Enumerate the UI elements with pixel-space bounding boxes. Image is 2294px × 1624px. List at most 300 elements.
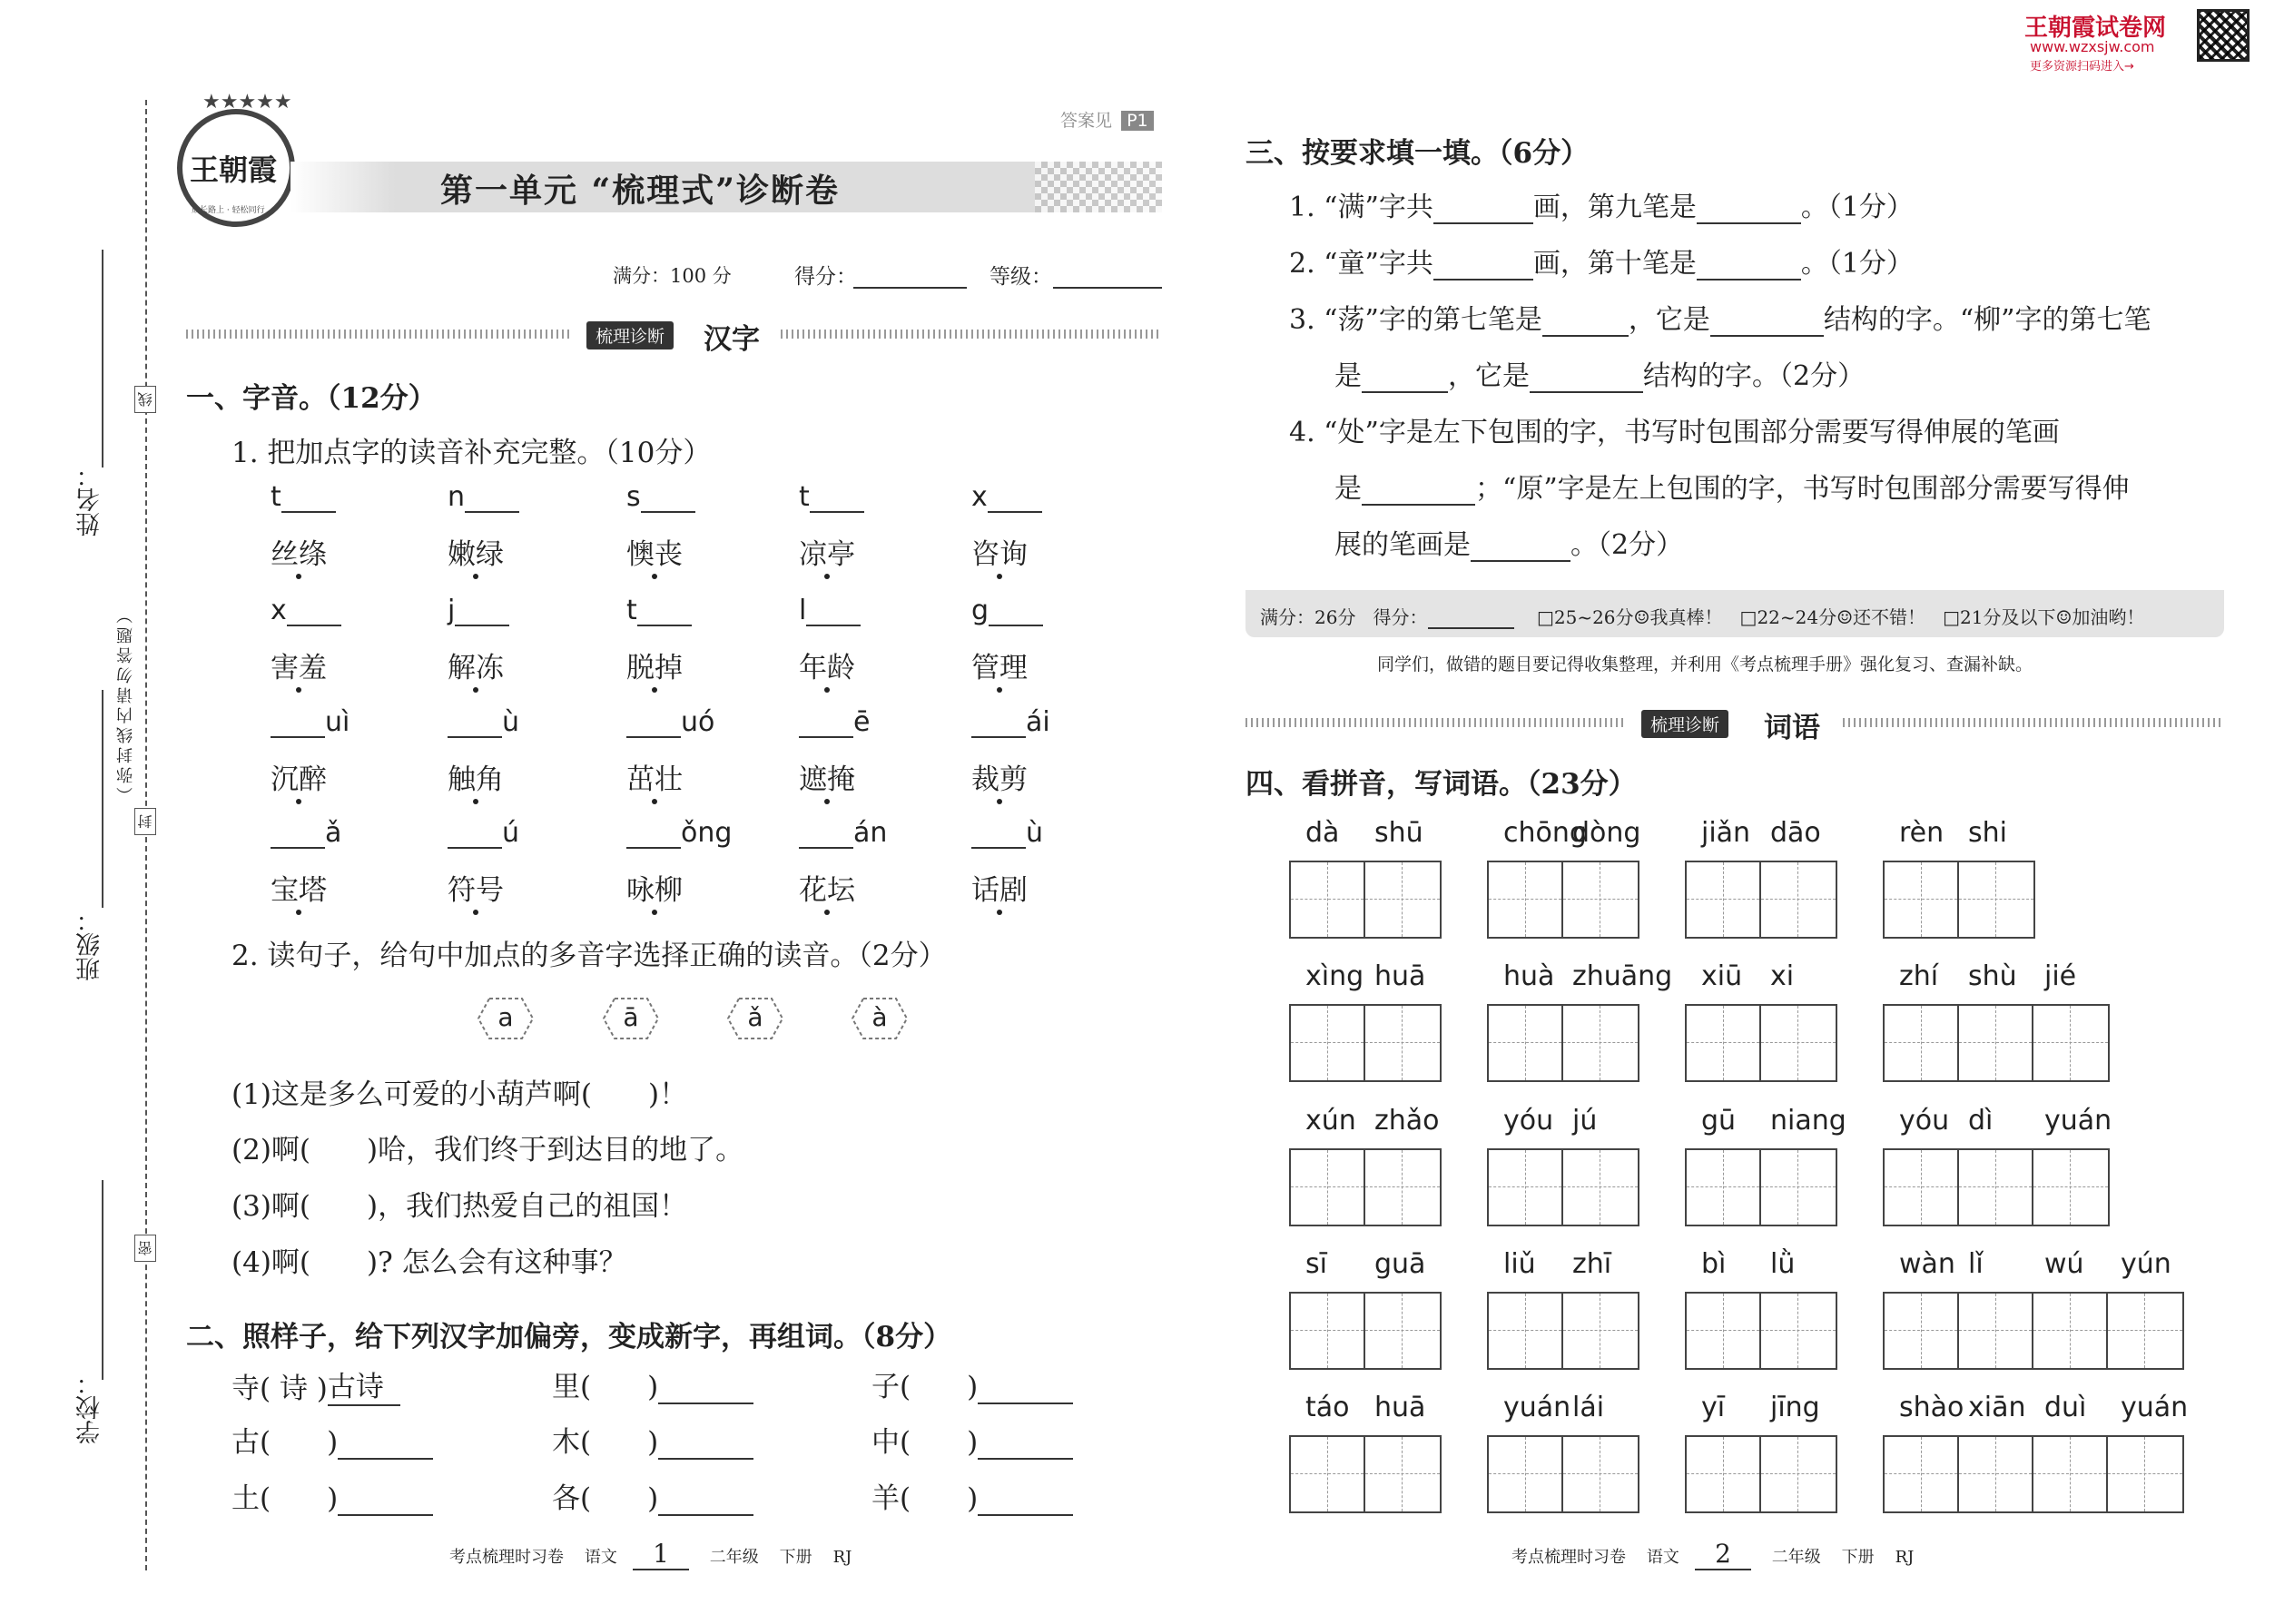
- option-label: ǎ: [747, 1002, 763, 1032]
- grid-cell[interactable]: [2033, 1006, 2108, 1080]
- q3-text: ，它是: [1628, 304, 1710, 336]
- grid-cell[interactable]: [1489, 1006, 1563, 1080]
- q2-word-input[interactable]: [338, 1487, 433, 1516]
- q3-blank[interactable]: [1433, 251, 1533, 281]
- pinyin-blank: [626, 706, 714, 738]
- grid-cell[interactable]: [1365, 1150, 1440, 1225]
- word-text: 宝塔: [271, 867, 327, 908]
- pinyin-syllable: rèn: [1899, 817, 1944, 849]
- brand-url[interactable]: www.wzxsjw.com: [2030, 38, 2155, 55]
- pinyin-part: ù: [1026, 817, 1044, 849]
- q2-item: 古( ): [231, 1419, 433, 1460]
- writing-grid[interactable]: [1883, 1292, 2184, 1370]
- word-text: 花坛: [799, 867, 855, 908]
- word: [626, 531, 683, 572]
- grid-cell[interactable]: [1885, 1437, 1959, 1511]
- pinyin-syllable: xi: [1770, 960, 1795, 992]
- pinyin-part: t: [799, 481, 810, 513]
- q3-blank[interactable]: [1362, 364, 1448, 393]
- pinyin-input[interactable]: [287, 597, 341, 626]
- grid-cell[interactable]: [2033, 1150, 2108, 1225]
- pinyin-syllable: jú: [1572, 1105, 1598, 1137]
- pinyin-syllable: táo: [1305, 1392, 1350, 1423]
- writing-grid[interactable]: [1487, 1292, 1639, 1370]
- grid-cell[interactable]: [1291, 862, 1365, 937]
- grid-cell[interactable]: [1959, 1437, 2033, 1511]
- option-label: a: [497, 1002, 514, 1032]
- pinyin-syllable: jīng: [1770, 1392, 1820, 1423]
- pinyin-part: án: [853, 817, 888, 849]
- footer-right: [1511, 1539, 1914, 1569]
- q2-example: 寺( 诗 )古诗: [231, 1363, 400, 1406]
- q2-word-input[interactable]: [658, 1431, 753, 1460]
- word-text: 符号: [448, 867, 504, 908]
- footer-grade: 二年级: [709, 1548, 759, 1567]
- grid-cell[interactable]: [1885, 1294, 1959, 1368]
- grid-cell[interactable]: [1365, 1294, 1440, 1368]
- footer-page-num: 2: [1695, 1539, 1751, 1570]
- sentence: (3)啊( )，我们热爱自己的祖国！: [231, 1190, 688, 1223]
- writing-grid[interactable]: [1289, 1148, 1442, 1226]
- q3-text: 。（1分）: [1800, 248, 1914, 280]
- word: [971, 756, 1028, 797]
- pinyin-syllable: shù: [1968, 960, 2017, 992]
- grid-cell[interactable]: [1489, 862, 1563, 937]
- pinyin-input[interactable]: [988, 484, 1042, 513]
- pinyin-part: g: [971, 595, 989, 626]
- pinyin-syllable: yuán: [2044, 1105, 2112, 1137]
- pinyin-input[interactable]: [455, 597, 509, 626]
- q3-text: 结构的字。“柳”字的第七笔: [1823, 304, 2151, 336]
- word-text: 害羞: [271, 645, 327, 685]
- seal-warning: （弥封线内请勿答题）: [116, 604, 135, 803]
- grid-cell[interactable]: [1959, 1006, 2033, 1080]
- q2-item: 土( ): [231, 1475, 433, 1516]
- pinyin-input[interactable]: [971, 709, 1026, 738]
- section-label: 汉字: [704, 323, 760, 356]
- writing-grid[interactable]: [1487, 861, 1639, 939]
- word: [799, 756, 855, 797]
- writing-grid[interactable]: [1883, 861, 2035, 939]
- footer-ed: RJ: [1895, 1548, 1915, 1567]
- answer-ref[interactable]: [1060, 107, 1154, 132]
- grid-cell[interactable]: [1687, 1150, 1761, 1225]
- pinyin-part: uì: [325, 706, 350, 738]
- q2-char: 羊: [871, 1482, 900, 1515]
- name-line: [102, 250, 103, 468]
- q3-title: 三、按要求填一填。（6分）: [1245, 137, 1590, 170]
- pinyin-part: x: [271, 595, 287, 626]
- grid-cell[interactable]: [1761, 862, 1836, 937]
- q3-text: 1. “满”字共: [1289, 192, 1433, 223]
- class-label: 班级：: [76, 908, 104, 981]
- pinyin-input[interactable]: [799, 709, 853, 738]
- sb-r1[interactable]: □25~26分: [1536, 606, 1634, 628]
- pinyin-input[interactable]: [799, 820, 853, 849]
- pinyin-input[interactable]: [626, 820, 681, 849]
- q2-word-input[interactable]: [978, 1431, 1073, 1460]
- pinyin-syllable: shào: [1899, 1392, 1964, 1423]
- pinyin-part: t: [271, 481, 281, 513]
- grid-cell[interactable]: [1489, 1150, 1563, 1225]
- pinyin-syllable: gū: [1701, 1105, 1737, 1137]
- pinyin-blank: [799, 817, 887, 849]
- pinyin-syllable: huā: [1374, 960, 1426, 992]
- q3-line: [1289, 241, 1914, 281]
- sb-r3[interactable]: □21分及以下: [1943, 606, 2056, 628]
- word-text: 解冻: [448, 645, 504, 685]
- grid-cell[interactable]: [1885, 1150, 1959, 1225]
- word-text: 嫩绿: [448, 531, 504, 572]
- word-text: 丝绦: [271, 531, 327, 572]
- pinyin-syllable: yóu: [1899, 1105, 1950, 1137]
- q1-title: 一、字音。（12分）: [186, 382, 437, 415]
- q3-text: 。（2分）: [1570, 529, 1684, 561]
- pinyin-input[interactable]: [448, 820, 502, 849]
- pinyin-syllable: jiǎn: [1701, 817, 1751, 849]
- smile-icon: ☺: [2055, 606, 2072, 628]
- grid-cell[interactable]: [1959, 1150, 2033, 1225]
- q3-text: ；“原”字是左上包围的字，书写时包围部分需要写得伸: [1475, 473, 2130, 505]
- footer-subject: 语文: [1646, 1548, 1679, 1567]
- section-bar-right: [781, 330, 1162, 339]
- grid-cell[interactable]: [1761, 1150, 1836, 1225]
- footer-grade: 二年级: [1771, 1548, 1821, 1567]
- pinyin-syllable: dāo: [1770, 817, 1821, 849]
- pinyin-syllable: duì: [2044, 1392, 2087, 1423]
- q3-text: 3. “荡”字的第七笔是: [1289, 304, 1542, 336]
- grade-field[interactable]: [1053, 287, 1162, 289]
- class-line: [102, 690, 103, 908]
- q2-new-char: 诗: [279, 1373, 308, 1405]
- writing-grid[interactable]: [1289, 861, 1442, 939]
- word-text: 管理: [971, 645, 1028, 685]
- pinyin-input[interactable]: [281, 484, 336, 513]
- pinyin-input[interactable]: [448, 709, 502, 738]
- pinyin-blank: [271, 706, 350, 738]
- pinyin-part: t: [626, 595, 637, 626]
- q3-text: 是: [1334, 360, 1362, 392]
- option-chip[interactable]: [851, 997, 909, 1040]
- footer-ed: RJ: [832, 1548, 852, 1567]
- pinyin-blank: [271, 595, 341, 626]
- seal-mark-line: 线: [134, 386, 156, 413]
- pinyin-blank: [626, 595, 692, 626]
- answer-ref-label: 答案见: [1060, 111, 1113, 131]
- q3-text: 展的笔画是: [1334, 529, 1471, 561]
- word: [271, 756, 327, 797]
- q3-blank[interactable]: [1710, 308, 1824, 337]
- pinyin-blank: [971, 595, 1043, 626]
- grid-cell[interactable]: [1959, 862, 2033, 937]
- brand-tagline: 更多资源扫码进入→: [2030, 60, 2134, 74]
- word: [448, 867, 504, 908]
- binding-line: [145, 100, 147, 1570]
- pinyin-input[interactable]: [971, 820, 1026, 849]
- grid-cell[interactable]: [1761, 1437, 1836, 1511]
- writing-grid[interactable]: [1487, 1004, 1639, 1082]
- pinyin-input[interactable]: [271, 820, 325, 849]
- pinyin-input[interactable]: [806, 597, 861, 626]
- pinyin-part: x: [971, 481, 988, 513]
- grid-cell[interactable]: [1291, 1437, 1365, 1511]
- pinyin-part: ǒng: [681, 817, 733, 849]
- logo-text: 王朝霞: [190, 153, 278, 187]
- grid-cell[interactable]: [1563, 862, 1638, 937]
- grid-cell[interactable]: [1687, 1006, 1761, 1080]
- section-bar-left-2: [1245, 718, 1627, 727]
- word-text: 裁剪: [971, 756, 1028, 797]
- grid-cell[interactable]: [1687, 1294, 1761, 1368]
- grid-cell[interactable]: [1761, 1006, 1836, 1080]
- writing-grid[interactable]: [1883, 1004, 2110, 1082]
- q2-item: 木( ): [552, 1419, 753, 1460]
- grid-cell[interactable]: [1687, 1437, 1761, 1511]
- q3-blank[interactable]: [1530, 364, 1643, 393]
- writing-grid[interactable]: [1685, 1148, 1837, 1226]
- word: [448, 645, 504, 685]
- q3-blank[interactable]: [1362, 477, 1475, 506]
- pinyin-syllable: shū: [1374, 817, 1423, 849]
- grid-cell[interactable]: [1365, 1006, 1440, 1080]
- pinyin-syllable: huā: [1374, 1392, 1426, 1423]
- pinyin-syllable: xún: [1305, 1105, 1356, 1137]
- grid-cell[interactable]: [1489, 1437, 1563, 1511]
- tip-text: 同学们，做错的题目要记得收集整理，并利用《考点梳理手册》强化复习、查漏补缺。: [1377, 655, 2033, 674]
- pinyin-syllable: zhí: [1899, 960, 1939, 992]
- pinyin-input[interactable]: [989, 597, 1043, 626]
- pinyin-syllable: xiū: [1701, 960, 1743, 992]
- word: [271, 645, 327, 685]
- q2-char: 寺: [231, 1373, 260, 1405]
- q2-char: 土: [231, 1482, 260, 1515]
- sb-score: 得分：: [1373, 606, 1428, 628]
- score-label: 得分：: [794, 265, 857, 289]
- grid-cell[interactable]: [2033, 1437, 2108, 1511]
- pinyin-syllable: xiān: [1968, 1392, 2026, 1423]
- q2-item: 里( ): [552, 1363, 753, 1404]
- pinyin-blank: [271, 481, 336, 513]
- school-line: [102, 1180, 103, 1380]
- grid-cell[interactable]: [1365, 862, 1440, 937]
- writing-grid[interactable]: [1685, 1435, 1837, 1513]
- pinyin-blank: [799, 706, 870, 738]
- writing-grid[interactable]: [1487, 1148, 1639, 1226]
- q2-word-input[interactable]: [978, 1375, 1073, 1404]
- q3-line: [1334, 353, 1865, 393]
- sentence: (1)这是多么可爱的小葫芦啊( )！: [231, 1078, 688, 1111]
- pinyin-blank: [448, 595, 509, 626]
- q2-word-input[interactable]: [338, 1431, 433, 1460]
- grid-cell[interactable]: [1687, 862, 1761, 937]
- pinyin-syllable: yóu: [1503, 1105, 1554, 1137]
- q3-line: [1289, 184, 1914, 224]
- sb-score-field[interactable]: [1428, 627, 1514, 629]
- pinyin-input[interactable]: [465, 484, 519, 513]
- pinyin-part: ē: [853, 706, 871, 738]
- option-chip[interactable]: [477, 997, 535, 1040]
- word-text: 咨询: [971, 531, 1028, 572]
- word: [448, 531, 504, 572]
- smile-icon: ☺: [1836, 606, 1854, 628]
- word: [799, 531, 855, 572]
- q3-line: 4. “处”字是左下包围的字，书写时包围部分需要写得伸展的笔画: [1289, 417, 2060, 448]
- page-title: 第一单元 “梳理式”诊断卷: [440, 172, 840, 210]
- sb-r3t: 加油哟！: [2072, 606, 2145, 628]
- q2-char: 木: [552, 1426, 580, 1459]
- writing-grid[interactable]: [1289, 1004, 1442, 1082]
- writing-grid[interactable]: [1487, 1435, 1639, 1513]
- q2-item: 子( ): [871, 1363, 1073, 1404]
- grid-cell[interactable]: [1563, 1006, 1638, 1080]
- option-label: à: [871, 1002, 888, 1032]
- q2-word-input[interactable]: [658, 1375, 753, 1404]
- pinyin-part: n: [448, 481, 466, 513]
- pinyin-syllable: liǔ: [1503, 1248, 1536, 1280]
- q1-sub1: 1. 把加点字的读音补充完整。（10分）: [231, 437, 712, 469]
- q2-char: 中: [871, 1426, 900, 1459]
- word: [971, 645, 1028, 685]
- name-label: 姓名：: [76, 463, 104, 536]
- grid-cell[interactable]: [1291, 1150, 1365, 1225]
- pinyin-blank: [626, 481, 695, 513]
- section-label-2: 词语: [1764, 712, 1820, 744]
- option-chip[interactable]: [726, 997, 784, 1040]
- pinyin-part: ù: [502, 706, 520, 738]
- pinyin-input[interactable]: [626, 709, 681, 738]
- q3-text: 结构的字。（2分）: [1643, 360, 1866, 392]
- word-text: 遮掩: [799, 756, 855, 797]
- section-tag-2: 梳理诊断: [1641, 710, 1728, 738]
- pinyin-part: j: [448, 595, 456, 626]
- q3-text: ，它是: [1448, 360, 1530, 392]
- q2-char: 各: [552, 1482, 580, 1515]
- pinyin-syllable: niang: [1770, 1105, 1846, 1137]
- sb-r2[interactable]: □22~24分: [1739, 606, 1837, 628]
- grid-cell[interactable]: [1291, 1006, 1365, 1080]
- grid-cell[interactable]: [1365, 1437, 1440, 1511]
- sentence: (2)啊( )哈，我们终于到达目的地了。: [231, 1134, 744, 1166]
- star-icon: ★★★★★: [202, 91, 292, 113]
- logo-motto: 成长路上 · 轻松同行: [192, 206, 265, 215]
- option-label: ā: [623, 1002, 639, 1032]
- pinyin-syllable: lái: [1572, 1392, 1605, 1423]
- q3-blank[interactable]: [1433, 195, 1533, 224]
- writing-grid[interactable]: [1883, 1435, 2184, 1513]
- word: [971, 531, 1028, 572]
- option-chip[interactable]: [602, 997, 660, 1040]
- writing-grid[interactable]: [1883, 1148, 2110, 1226]
- grid-cell[interactable]: [2108, 1437, 2182, 1511]
- word-text: 懊丧: [626, 531, 683, 572]
- word: [971, 867, 1028, 908]
- footer-term: 下册: [779, 1548, 812, 1567]
- pinyin-input[interactable]: [810, 484, 864, 513]
- q1-sub2: 2. 读句子，给句中加点的多音字选择正确的读音。（2分）: [231, 940, 947, 972]
- q3-blank[interactable]: [1697, 251, 1801, 281]
- q3-blank[interactable]: [1471, 533, 1570, 562]
- q3-text: 2. “童”字共: [1289, 248, 1433, 280]
- pinyin-blank: [448, 481, 519, 513]
- pinyin-blank: [971, 706, 1050, 738]
- word: [448, 756, 504, 797]
- q2-char: 子: [871, 1371, 900, 1403]
- grid-cell[interactable]: [1489, 1294, 1563, 1368]
- footer-book: 考点梳理时习卷: [449, 1548, 564, 1567]
- pinyin-input[interactable]: [271, 709, 325, 738]
- grid-cell[interactable]: [1563, 1437, 1638, 1511]
- pinyin-blank: [799, 595, 861, 626]
- pinyin-blank: [799, 481, 864, 513]
- q2-word-input[interactable]: [658, 1487, 753, 1516]
- pinyin-input[interactable]: [637, 597, 692, 626]
- grid-cell[interactable]: [1563, 1150, 1638, 1225]
- grid-cell[interactable]: [1959, 1294, 2033, 1368]
- word: [626, 867, 683, 908]
- pinyin-blank: [971, 817, 1043, 849]
- grid-cell[interactable]: [2108, 1294, 2182, 1368]
- pinyin-syllable: lǜ: [1770, 1248, 1796, 1280]
- footer-term: 下册: [1841, 1548, 1875, 1567]
- pinyin-syllable: chōng: [1503, 817, 1587, 849]
- pinyin-syllable: yī: [1701, 1392, 1726, 1423]
- pinyin-syllable: guā: [1374, 1248, 1426, 1280]
- pinyin-syllable: xìng: [1305, 960, 1364, 992]
- grid-cell[interactable]: [1761, 1294, 1836, 1368]
- writing-grid[interactable]: [1685, 1292, 1837, 1370]
- writing-grid[interactable]: [1289, 1435, 1442, 1513]
- q2-title: 二、照样子，给下列汉字加偏旁，变成新字，再组词。（8分）: [186, 1321, 952, 1353]
- score-field[interactable]: [853, 287, 967, 289]
- grid-cell[interactable]: [2033, 1294, 2108, 1368]
- pinyin-syllable: lǐ: [1968, 1248, 1984, 1280]
- pinyin-syllable: jié: [2044, 960, 2077, 992]
- q2-word-input[interactable]: [978, 1487, 1073, 1516]
- q3-blank[interactable]: [1697, 195, 1801, 224]
- q3-text: 画，第九笔是: [1532, 192, 1697, 223]
- pinyin-part: ái: [1026, 706, 1050, 738]
- word: [626, 756, 683, 797]
- pinyin-syllable: dà: [1305, 817, 1340, 849]
- writing-grid[interactable]: [1685, 1004, 1837, 1082]
- word-text: 沉醉: [271, 756, 327, 797]
- pinyin-blank: [971, 481, 1042, 513]
- grid-cell[interactable]: [1885, 862, 1959, 937]
- q3-text: 画，第十笔是: [1532, 248, 1697, 280]
- pinyin-syllable: shi: [1968, 817, 2007, 849]
- pinyin-syllable: dì: [1968, 1105, 1994, 1137]
- pinyin-part: ǎ: [325, 817, 342, 849]
- sb-r1t: 我真棒！: [1649, 606, 1723, 628]
- grid-cell[interactable]: [1563, 1294, 1638, 1368]
- writing-grid[interactable]: [1685, 861, 1837, 939]
- q2-word: 古诗: [328, 1363, 400, 1406]
- sb-full: 满分：26分: [1260, 606, 1356, 628]
- qr-code-icon[interactable]: [2197, 9, 2250, 62]
- pinyin-syllable: huà: [1503, 960, 1555, 992]
- writing-grid[interactable]: [1289, 1292, 1442, 1370]
- seal-mark-seal: 封: [134, 808, 156, 835]
- pinyin-input[interactable]: [641, 484, 695, 513]
- grid-cell[interactable]: [1291, 1294, 1365, 1368]
- q2-item: 中( ): [871, 1419, 1073, 1460]
- footer-page-num: 1: [633, 1539, 689, 1570]
- pinyin-syllable: wú: [2044, 1248, 2084, 1280]
- sb-r2t: 还不错！: [1853, 606, 1926, 628]
- q3-blank[interactable]: [1542, 308, 1629, 337]
- footer-subject: 语文: [584, 1548, 617, 1567]
- grid-cell[interactable]: [1885, 1006, 1959, 1080]
